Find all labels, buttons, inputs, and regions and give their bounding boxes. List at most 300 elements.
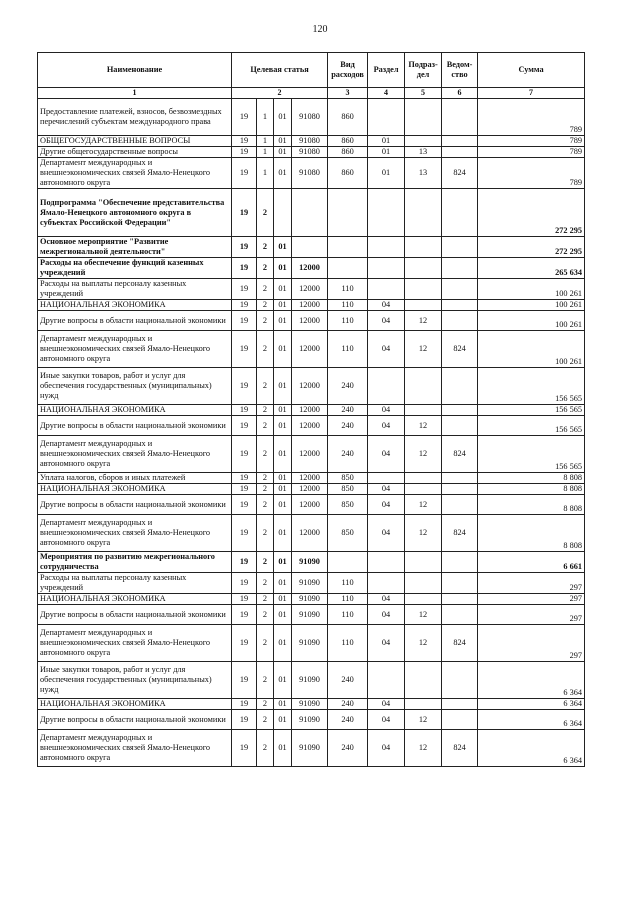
target-direction: 12000 [292,311,328,331]
subsection: 12 [405,311,442,331]
department-code [442,300,478,311]
amount: 6 364 [478,730,585,767]
target-event: 01 [274,730,292,767]
section [368,368,405,405]
target-direction [292,237,328,258]
target-event: 01 [274,495,292,515]
table-row [38,484,585,495]
table-row [38,699,585,710]
row-name: НАЦИОНАЛЬНАЯ ЭКОНОМИКА [38,300,232,311]
target-subprogram: 2 [257,662,274,699]
target-direction: 12000 [292,473,328,484]
expense-type: 110 [328,594,368,605]
subsection: 12 [405,495,442,515]
target-program: 19 [232,436,257,473]
row-name: ОБЩЕГОСУДАРСТВЕННЫЕ ВОПРОСЫ [38,136,232,147]
expense-type: 860 [328,136,368,147]
col-number: 4 [368,88,405,99]
row-name: Другие вопросы в области национальной экономики [38,710,232,730]
row-name: НАЦИОНАЛЬНАЯ ЭКОНОМИКА [38,594,232,605]
target-subprogram: 2 [257,605,274,625]
target-subprogram: 2 [257,368,274,405]
target-program: 19 [232,368,257,405]
department-code [442,99,478,136]
target-event: 01 [274,136,292,147]
amount: 156 565 [478,436,585,473]
col-number: 7 [478,88,585,99]
target-program: 19 [232,495,257,515]
expense-type: 850 [328,473,368,484]
table-row [38,331,585,368]
department-code [442,258,478,279]
subsection: 13 [405,147,442,158]
expense-type: 240 [328,368,368,405]
table-row [38,300,585,311]
amount: 6 661 [478,552,585,573]
target-direction: 12000 [292,300,328,311]
amount: 8 808 [478,515,585,552]
target-event: 01 [274,473,292,484]
expense-type: 240 [328,416,368,436]
department-code [442,405,478,416]
target-direction: 91090 [292,573,328,594]
target-subprogram: 2 [257,515,274,552]
target-program: 19 [232,99,257,136]
target-direction: 12000 [292,368,328,405]
section: 04 [368,331,405,368]
table-row [38,473,585,484]
department-code [442,605,478,625]
department-code [442,699,478,710]
target-direction: 12000 [292,331,328,368]
target-program: 19 [232,552,257,573]
department-code [442,495,478,515]
table-row [38,436,585,473]
table-row [38,573,585,594]
department-code: 824 [442,515,478,552]
department-code [442,552,478,573]
table-row [38,158,585,189]
table-row [38,368,585,405]
target-subprogram: 2 [257,473,274,484]
amount: 100 261 [478,331,585,368]
header-target: Целевая статья [232,53,328,88]
department-code [442,189,478,237]
expense-type [328,552,368,573]
expense-type: 850 [328,484,368,495]
col-number: 2 [232,88,328,99]
subsection [405,473,442,484]
table-row [38,594,585,605]
row-name: Предоставление платежей, взносов, безвозмездных перечислений субъектам международного права [38,99,232,136]
amount: 297 [478,573,585,594]
section: 01 [368,147,405,158]
subsection [405,368,442,405]
table-row [38,605,585,625]
expense-type: 850 [328,515,368,552]
target-subprogram: 2 [257,594,274,605]
target-program: 19 [232,158,257,189]
expense-type: 240 [328,662,368,699]
col-number: 6 [442,88,478,99]
amount: 789 [478,136,585,147]
subsection: 12 [405,710,442,730]
row-name: Департамент международных и внешнеэкономических связей Ямало-Ненецкого автономного округа [38,436,232,473]
amount: 8 808 [478,473,585,484]
department-code [442,416,478,436]
target-program: 19 [232,331,257,368]
target-event: 01 [274,484,292,495]
department-code: 824 [442,625,478,662]
department-code: 824 [442,436,478,473]
target-direction: 91090 [292,699,328,710]
department-code [442,594,478,605]
subsection: 12 [405,331,442,368]
amount: 8 808 [478,495,585,515]
subsection [405,699,442,710]
target-subprogram: 2 [257,416,274,436]
row-name: Основное мероприятие "Развитие межрегиональной деятельности" [38,237,232,258]
target-subprogram: 2 [257,311,274,331]
target-event: 01 [274,368,292,405]
target-program: 19 [232,710,257,730]
target-subprogram: 2 [257,710,274,730]
expense-type: 240 [328,405,368,416]
table-row [38,99,585,136]
target-event: 01 [274,436,292,473]
department-code: 824 [442,730,478,767]
target-event: 01 [274,662,292,699]
table-row [38,136,585,147]
target-program: 19 [232,515,257,552]
header-vedomstvo: Ведом-ство [442,53,478,88]
target-subprogram: 2 [257,405,274,416]
target-program: 19 [232,136,257,147]
target-event: 01 [274,699,292,710]
section: 04 [368,710,405,730]
amount: 8 808 [478,484,585,495]
subsection: 12 [405,625,442,662]
subsection: 12 [405,515,442,552]
target-program: 19 [232,662,257,699]
section: 01 [368,158,405,189]
target-direction: 12000 [292,258,328,279]
amount: 789 [478,147,585,158]
target-program: 19 [232,605,257,625]
amount: 6 364 [478,662,585,699]
target-program: 19 [232,416,257,436]
amount: 297 [478,594,585,605]
section: 04 [368,405,405,416]
target-program: 19 [232,730,257,767]
section [368,189,405,237]
amount: 156 565 [478,416,585,436]
target-event: 01 [274,594,292,605]
target-subprogram: 1 [257,136,274,147]
department-code: 824 [442,158,478,189]
target-subprogram: 2 [257,436,274,473]
row-name: Подпрограмма "Обеспечение представительства Ямало-Ненецкого автономного округа в субъектах Российской Федерации" [38,189,232,237]
section [368,662,405,699]
amount: 789 [478,99,585,136]
target-direction: 91090 [292,625,328,662]
target-event: 01 [274,625,292,662]
row-name: Другие вопросы в области национальной экономики [38,416,232,436]
target-subprogram: 2 [257,552,274,573]
department-code [442,147,478,158]
section [368,258,405,279]
section: 04 [368,300,405,311]
target-subprogram: 2 [257,258,274,279]
target-subprogram: 2 [257,495,274,515]
table-row [38,258,585,279]
department-code [442,237,478,258]
target-subprogram: 2 [257,189,274,237]
header-razdel: Раздел [368,53,405,88]
expense-type [328,189,368,237]
target-program: 19 [232,237,257,258]
row-name: НАЦИОНАЛЬНАЯ ЭКОНОМИКА [38,484,232,495]
subsection [405,594,442,605]
table-row [38,237,585,258]
table-body [38,99,585,767]
target-direction: 91090 [292,605,328,625]
amount: 6 364 [478,699,585,710]
target-direction: 12000 [292,515,328,552]
target-subprogram: 2 [257,237,274,258]
department-code [442,279,478,300]
expense-type: 240 [328,730,368,767]
target-direction: 12000 [292,416,328,436]
target-event: 01 [274,331,292,368]
target-subprogram: 2 [257,300,274,311]
target-program: 19 [232,311,257,331]
target-subprogram: 2 [257,699,274,710]
expense-type: 240 [328,710,368,730]
department-code [442,136,478,147]
table-row [38,405,585,416]
expense-type [328,258,368,279]
target-subprogram: 2 [257,625,274,662]
target-event: 01 [274,279,292,300]
subsection [405,189,442,237]
target-program: 19 [232,258,257,279]
target-direction [292,189,328,237]
subsection [405,300,442,311]
target-direction: 91090 [292,730,328,767]
table-row [38,710,585,730]
subsection: 12 [405,730,442,767]
expense-type: 850 [328,495,368,515]
target-subprogram: 2 [257,573,274,594]
expense-type: 860 [328,147,368,158]
department-code [442,484,478,495]
subsection [405,237,442,258]
subsection [405,552,442,573]
table-row [38,147,585,158]
section: 04 [368,311,405,331]
section: 01 [368,136,405,147]
subsection [405,279,442,300]
subsection: 12 [405,436,442,473]
department-code [442,473,478,484]
budget-table [37,52,585,767]
section: 04 [368,484,405,495]
section [368,279,405,300]
target-direction: 12000 [292,405,328,416]
col-number: 3 [328,88,368,99]
target-program: 19 [232,484,257,495]
expense-type: 110 [328,331,368,368]
target-event: 01 [274,710,292,730]
target-subprogram: 2 [257,279,274,300]
section: 04 [368,730,405,767]
page-number: 120 [312,24,328,35]
table-row [38,625,585,662]
expense-type: 110 [328,573,368,594]
amount: 297 [478,625,585,662]
target-direction: 91080 [292,136,328,147]
table-row [38,279,585,300]
section: 04 [368,699,405,710]
row-name: Департамент международных и внешнеэкономических связей Ямало-Ненецкого автономного округа [38,158,232,189]
row-name: Уплата налогов, сборов и иных платежей [38,473,232,484]
subsection [405,258,442,279]
department-code: 824 [442,331,478,368]
subsection [405,573,442,594]
amount: 156 565 [478,405,585,416]
department-code [442,710,478,730]
row-name: Другие вопросы в области национальной экономики [38,311,232,331]
col-number: 5 [405,88,442,99]
target-event [274,189,292,237]
expense-type: 110 [328,625,368,662]
row-name: Департамент международных и внешнеэкономических связей Ямало-Ненецкого автономного округа [38,331,232,368]
target-program: 19 [232,473,257,484]
row-name: Другие вопросы в области национальной экономики [38,605,232,625]
target-program: 19 [232,147,257,158]
row-name: Другие вопросы в области национальной экономики [38,495,232,515]
row-name: Расходы на выплаты персоналу казенных учреждений [38,279,232,300]
target-direction: 91080 [292,158,328,189]
target-direction: 91080 [292,99,328,136]
table-row [38,552,585,573]
target-direction: 91090 [292,662,328,699]
target-direction: 91090 [292,552,328,573]
target-event: 01 [274,416,292,436]
target-program: 19 [232,405,257,416]
target-event: 01 [274,573,292,594]
table-row [38,311,585,331]
section: 04 [368,605,405,625]
expense-type: 110 [328,279,368,300]
target-subprogram: 1 [257,99,274,136]
target-program: 19 [232,573,257,594]
row-name: Мероприятия по развитию межрегионального сотрудничества [38,552,232,573]
row-name: НАЦИОНАЛЬНАЯ ЭКОНОМИКА [38,699,232,710]
row-name: Иные закупки товаров, работ и услуг для обеспечения государственных (муниципальных) нужд [38,662,232,699]
table-row [38,515,585,552]
target-program: 19 [232,189,257,237]
target-program: 19 [232,279,257,300]
target-event: 01 [274,258,292,279]
table-row [38,495,585,515]
target-event: 01 [274,405,292,416]
col-number: 1 [38,88,232,99]
subsection [405,662,442,699]
subsection [405,405,442,416]
amount: 789 [478,158,585,189]
amount: 272 295 [478,189,585,237]
expense-type: 110 [328,605,368,625]
section: 04 [368,515,405,552]
header-vid: Вид расходов [328,53,368,88]
table-row [38,189,585,237]
table-row [38,416,585,436]
target-event: 01 [274,147,292,158]
department-code [442,662,478,699]
row-name: Департамент международных и внешнеэкономических связей Ямало-Ненецкого автономного округа [38,730,232,767]
section: 04 [368,495,405,515]
row-name: Департамент международных и внешнеэкономических связей Ямало-Ненецкого автономного округа [38,625,232,662]
amount: 100 261 [478,300,585,311]
subsection [405,99,442,136]
header-row [38,53,585,88]
subsection: 12 [405,605,442,625]
section [368,573,405,594]
expense-type: 110 [328,311,368,331]
target-program: 19 [232,300,257,311]
target-subprogram: 1 [257,158,274,189]
target-direction: 12000 [292,436,328,473]
expense-type: 240 [328,699,368,710]
subsection: 13 [405,158,442,189]
target-direction: 91090 [292,594,328,605]
target-program: 19 [232,699,257,710]
target-subprogram: 1 [257,147,274,158]
row-name: Расходы на обеспечение функций казенных учреждений [38,258,232,279]
row-name: НАЦИОНАЛЬНАЯ ЭКОНОМИКА [38,405,232,416]
header-name: Наименование [38,53,232,88]
target-event: 01 [274,552,292,573]
target-event: 01 [274,515,292,552]
target-direction: 12000 [292,279,328,300]
expense-type: 110 [328,300,368,311]
target-event: 01 [274,237,292,258]
subsection: 12 [405,416,442,436]
target-program: 19 [232,594,257,605]
target-program: 19 [232,625,257,662]
target-subprogram: 2 [257,730,274,767]
expense-type [328,237,368,258]
header-summa: Сумма [478,53,585,88]
target-direction: 12000 [292,495,328,515]
table-row [38,730,585,767]
table-row [38,662,585,699]
expense-type: 860 [328,99,368,136]
section: 04 [368,625,405,662]
target-subprogram: 2 [257,331,274,368]
amount: 100 261 [478,311,585,331]
expense-type: 240 [328,436,368,473]
subsection [405,136,442,147]
amount: 100 261 [478,279,585,300]
section: 04 [368,436,405,473]
amount: 272 295 [478,237,585,258]
row-name: Другие общегосударственные вопросы [38,147,232,158]
section: 04 [368,594,405,605]
target-event: 01 [274,311,292,331]
